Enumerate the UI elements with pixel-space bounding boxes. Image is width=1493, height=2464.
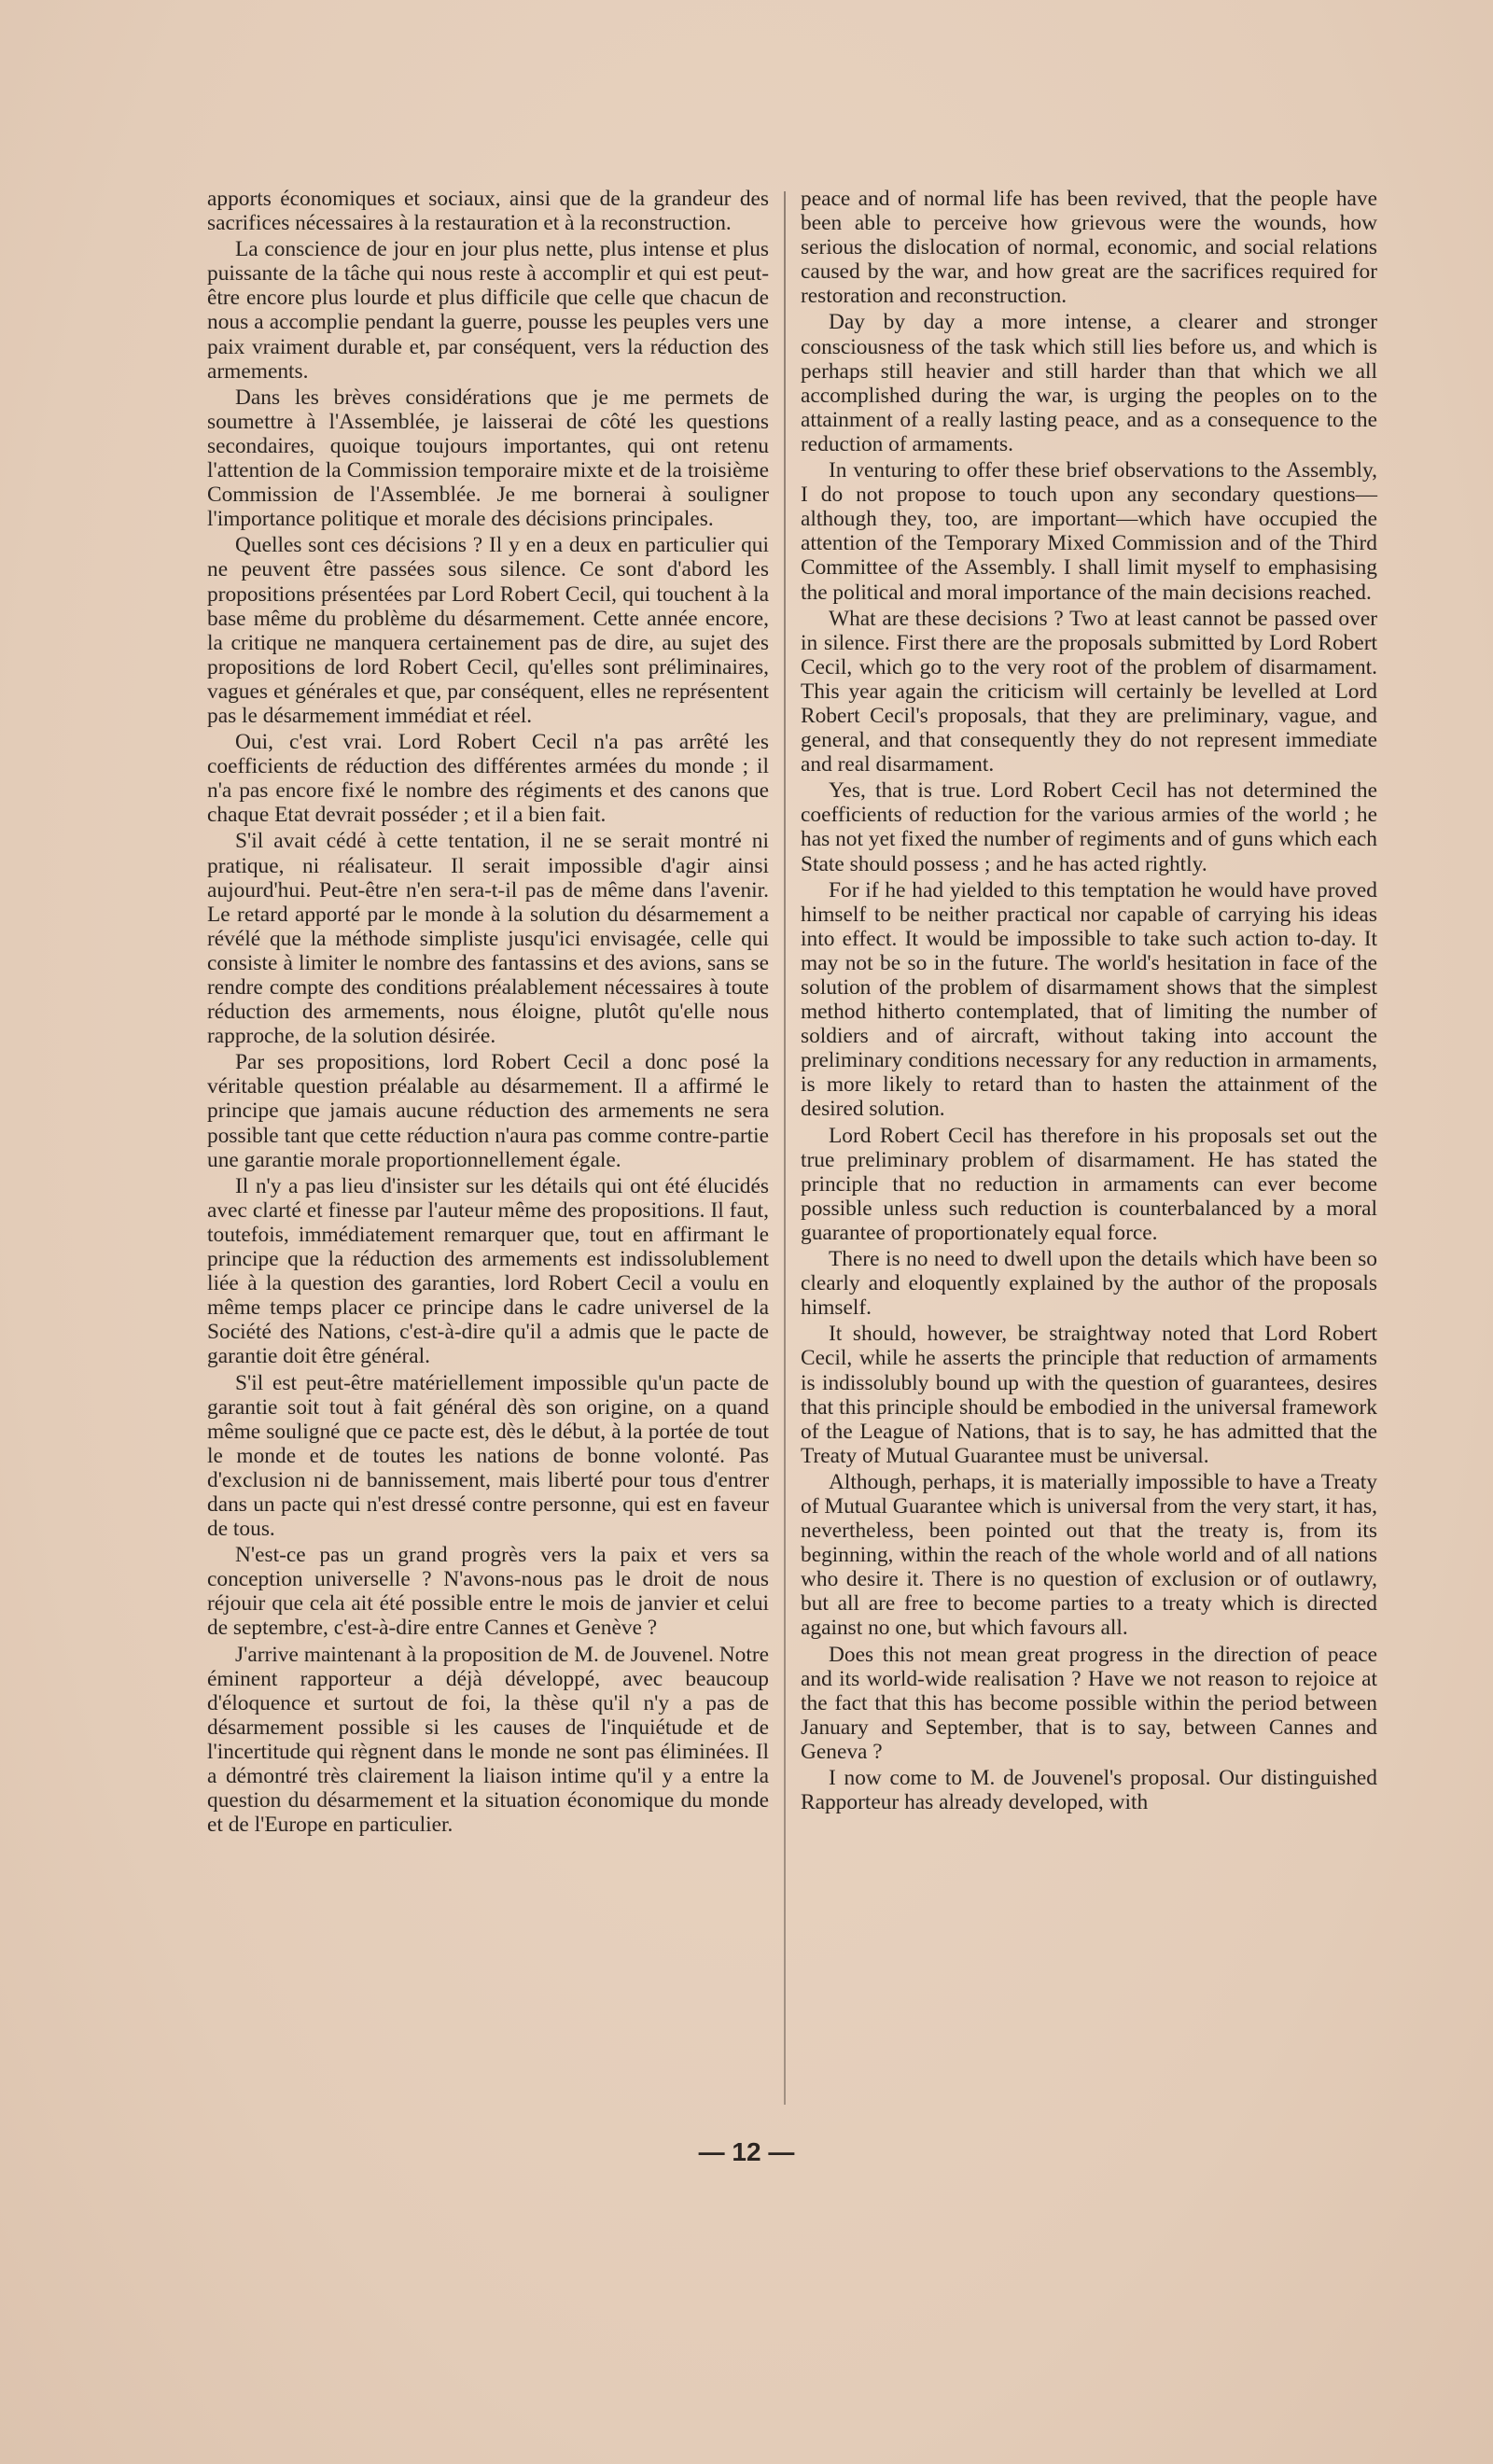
fr-paragraph: J'arrive maintenant à la proposition de M. de Jouvenel. Notre éminent rapporteur a déjà développé, avec beaucoup d'éloquence et surtout de foi, la thèse qu'il n'y a pas de désarmement possible si les causes de l'inquiétude et de l'incertitude qui règnent dans le monde ne sont pas éliminées. Il a démontré très clairement la liaison intime qu'il y a entre la question du désarmement et la situation économique du monde et de l'Europe en particulier.: [207, 1642, 769, 1838]
fr-paragraph: Quelles sont ces décisions ? Il y en a deux en particulier qui ne peuvent être passées sous silence. Ce sont d'abord les propositions présentées par Lord Robert Cecil, qui touchent à la base même du problème du désarmement. Cette année encore, la critique ne manquera certainement pas de dire, au sujet des propositions de lord Robert Cecil, qu'elles sont préliminaires, vagues et générales et que, par conséquent, elles ne représentent pas le désarmement immédiat et réel.: [207, 533, 769, 728]
fr-paragraph: N'est-ce pas un grand progrès vers la paix et vers sa conception universelle ? N'avons-nous pas le droit de nous réjouir que cela ait été possible entre le mois de janvier et celui de septembre, c'est-à-dire entre Cannes et Genève ?: [207, 1543, 769, 1641]
en-paragraph: Yes, that is true. Lord Robert Cecil has not determined the coefficients of reduction for the various armies of the world ; he has not yet fixed the number of regiments and of guns which each State should possess ; and he has acted rightly.: [801, 778, 1377, 876]
fr-paragraph: Par ses propositions, lord Robert Cecil a donc posé la véritable question préalable au désarmement. Il a affirmé le principe que jamais aucune réduction des armements ne sera possible tant que cette réduction n'aura pas comme contre-partie une garantie morale proportionnellement égale.: [207, 1050, 769, 1172]
fr-paragraph: S'il est peut-être matériellement impossible qu'un pacte de garantie soit tout à fait général dès son origine, on a quand même souligné que ce pacte est, dès le début, à la portée de tout le monde et de toutes les nations de bonne volonté. Pas d'exclusion ni de bannissement, mais liberté pour tous d'entrer dans un pacte qui n'est dressé contre personne, qui est en faveur de tous.: [207, 1370, 769, 1542]
en-paragraph: Does this not mean great progress in the direction of peace and its world-wide realisation ? Have we not reason to rejoice at the fact that this has become possible within the period between January and September, that is to say, between Cannes and Geneva ?: [801, 1642, 1377, 1764]
english-column: [801, 187, 1377, 1816]
en-paragraph: It should, however, be straightway noted that Lord Robert Cecil, while he asserts the principle that reduction of armaments is indissolubly bound up with the question of guarantees, desires that this principle should be embodied in the universal framework of the League of Nations, that is to say, he has admitted that the Treaty of Mutual Guarantee must be universal.: [801, 1322, 1377, 1468]
column-divider: [784, 191, 786, 2105]
fr-paragraph: Il n'y a pas lieu d'insister sur les détails qui ont été élucidés avec clarté et finesse par l'auteur même des propositions. Il faut, toutefois, immédiatement remarquer que, tout en affirmant le principe que la réduction des armements est indissolublement liée à la question des garanties, lord Robert Cecil a voulu en même temps placer ce principe dans le cadre universel de la Société des Nations, c'est-à-dire qu'il a admis que le pacte de garantie doit être général.: [207, 1173, 769, 1369]
page-number: — 12 —: [698, 2137, 795, 2166]
fr-paragraph: La conscience de jour en jour plus nette, plus intense et plus puissante de la tâche qui nous reste à accomplir et qui est peut-être encore plus lourde et plus difficile que celle que chacun de nous a accomplie pendant la guerre, pousse les peuples vers une paix vraiment durable et, par conséquent, vers la réduction des armements.: [207, 237, 769, 384]
fr-paragraph: S'il avait cédé à cette tentation, il ne se serait montré ni pratique, ni réalisateur. Il serait impossible d'agir ainsi aujourd'hui. Peut-être n'en sera-t-il pas de même dans l'avenir. Le retard apporté par le monde à la solution du désarmement a révélé que la méthode simpliste jusqu'ici envisagée, celle qui consiste à limiter le nombre des fantassins et des avions, sans se rendre compte des conditions préalablement nécessaires à toute réduction des armements, nous éloigne, plutôt qu'elle nous rapproche, de la solution désirée.: [207, 829, 769, 1049]
en-paragraph: Day by day a more intense, a clearer and stronger consciousness of the task which still lies before us, and which is perhaps still heavier and still harder than that which we all accomplished during the war, is urging the peoples on to the attainment of a really lasting peace, and as a consequence to the reduction of armaments.: [801, 310, 1377, 456]
en-paragraph: There is no need to dwell upon the details which have been so clearly and eloquently explained by the author of the proposals himself.: [801, 1247, 1377, 1321]
en-paragraph: I now come to M. de Jouvenel's proposal. Our distinguished Rapporteur has already developed, with: [801, 1766, 1377, 1815]
en-paragraph: In venturing to offer these brief observations to the Assembly, I do not propose to touch upon any secondary questions—although they, too, are important—which have occupied the attention of the Temporary Mixed Commission and of the Third Committee of the Assembly. I shall limit myself to emphasising the political and moral importance of the main decisions reached.: [801, 458, 1377, 605]
en-paragraph: Although, perhaps, it is materially impossible to have a Treaty of Mutual Guarantee which is universal from the very start, it has, nevertheless, been pointed out that the treaty is, from its beginning, within the reach of the whole world and of all nations who desire it. There is no question of exclusion or of outlawry, but all are free to become parties to a treaty which is directed against no one, but which favours all.: [801, 1469, 1377, 1641]
fr-paragraph: Oui, c'est vrai. Lord Robert Cecil n'a pas arrêté les coefficients de réduction des différentes armées du monde ; il n'a pas encore fixé le nombre des régiments et des canons que chaque Etat devrait posséder ; et il a bien fait.: [207, 730, 769, 828]
french-column: [207, 187, 769, 1839]
en-paragraph: For if he had yielded to this temptation he would have proved himself to be neither practical nor capable of carrying his ideas into effect. It would be impossible to take such action to-day. It may not be so in the future. The world's hesitation in face of the solution of the problem of disarmament shows that the simplest method hitherto contemplated, that of limiting the number of soldiers and of aircraft, without taking into account the preliminary conditions necessary for any reduction in armaments, is more likely to retard than to hasten the attainment of the desired solution.: [801, 877, 1377, 1122]
en-paragraph: Lord Robert Cecil has therefore in his proposals set out the true preliminary problem of disarmament. He has stated the principle that no reduction in armaments can ever become possible unless such reduction is counterbalanced by a moral guarantee of proportionately equal force.: [801, 1123, 1377, 1245]
fr-paragraph: apports économiques et sociaux, ainsi que de la grandeur des sacrifices nécessaires à la restauration et à la reconstruction.: [207, 187, 769, 236]
fr-paragraph: Dans les brèves considérations que je me permets de soumettre à l'Assemblée, je laisserai de côté les questions secondaires, quoique toujours importantes, qui ont retenu l'attention de la Commission temporaire mixte et de la troisième Commission de l'Assemblée. Je me bornerai à souligner l'importance politique et morale des décisions principales.: [207, 385, 769, 532]
en-paragraph: What are these decisions ? Two at least cannot be passed over in silence. First there are the proposals submitted by Lord Robert Cecil, which go to the very root of the problem of disarmament. This year again the criticism will certainly be levelled at Lord Robert Cecil's proposals, that they are preliminary, vague, and general, and that consequently they do not represent immediate and real disarmament.: [801, 606, 1377, 777]
en-paragraph: peace and of normal life has been revived, that the people have been able to perceive how grievous were the wounds, how serious the dislocation of normal, economic, and social relations caused by the war, and how great are the sacrifices required for restoration and reconstruction.: [801, 187, 1377, 309]
